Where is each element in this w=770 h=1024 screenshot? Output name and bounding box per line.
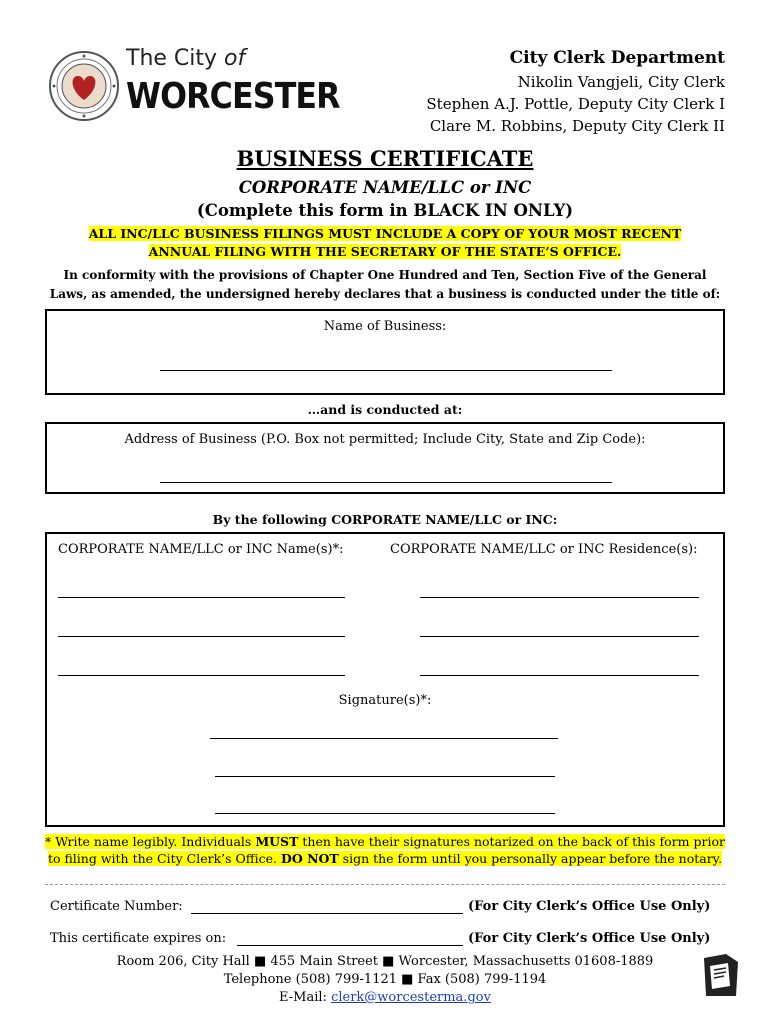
corporate-residence-field-2[interactable] [420,636,699,637]
footer-address: Room 206, City Hall ■ 455 Main Street ■ Worcester, Massachusetts 01608-1889 [116,954,654,969]
corporate-names-box [45,532,725,827]
form-title: BUSINESS CERTIFICATE [236,146,534,171]
logo-city-prefix: The City [126,46,225,71]
conformity-line-2: Laws, as amended, the undersigned hereby declares that a business is conducted under the title of: [49,287,721,301]
notice-text-2: ANNUAL FILING WITH THE SECRETARY OF THE STATE’S OFFICE. [148,244,622,259]
corporate-residence-field-3[interactable] [420,675,699,676]
office-use-note-2: (For City Clerk’s Office Use Only) [468,931,711,946]
department-title: City Clerk Department [509,48,725,68]
signature-field-3[interactable] [215,813,555,814]
note-part-2: then have their signatures notarized on the back of this form prior [298,834,725,849]
corporate-name-field-3[interactable] [58,675,345,676]
conformity-line-1: In conformity with the provisions of Chapter One Hundred and Ten, Section Five of the General [63,268,707,282]
signature-label: Signature(s)*: [338,693,432,708]
conducted-at-label: …and is conducted at: [307,402,463,417]
signature-field-2[interactable] [215,776,555,777]
document-icon [702,952,740,998]
note-part-1: * Write name legibly. Individuals [45,834,256,849]
notice-line-2 [0,244,770,259]
business-name-field[interactable] [160,370,612,371]
business-address-label: Address of Business (P.O. Box not permitted; Include City, State and Zip Code): [124,432,646,447]
note-do-not: DO NOT [280,851,339,866]
corporate-name-field-2[interactable] [58,636,345,637]
expires-field[interactable] [237,945,463,946]
official-deputy-2: Clare M. Robbins, Deputy City Clerk II [429,117,725,135]
note-must: MUST [255,834,299,849]
form-instruction: (Complete this form in BLACK IN ONLY) [196,201,574,220]
business-name-label: Name of Business: [323,319,447,334]
logo-worcester: WORCESTER [126,76,340,117]
logo-of: of [224,46,246,71]
note-line-1 [0,834,770,849]
corporate-residence-field-1[interactable] [420,597,699,598]
footer-email-label: E-Mail: [279,990,332,1005]
notice-text-1: ALL INC/LLC BUSINESS FILINGS MUST INCLUDE A COPY OF YOUR MOST RECENT [88,226,682,241]
corporate-residence-label: CORPORATE NAME/LLC or INC Residence(s): [390,542,698,557]
certificate-number-label: Certificate Number: [50,899,183,914]
corporate-name-field-1[interactable] [58,597,345,598]
expires-label: This certificate expires on: [50,931,227,946]
by-following-label: By the following CORPORATE NAME/LLC or INC: [212,512,558,527]
certificate-number-field[interactable] [191,913,463,914]
corporate-names-label: CORPORATE NAME/LLC or INC Name(s)*: [58,542,344,557]
note-part-3: to filing with the City Clerk’s Office. [47,851,281,866]
footer-email-line [0,990,770,1005]
official-city-clerk: Nikolin Vangjeli, City Clerk [517,73,725,91]
logo-city-of [126,46,245,71]
footer-phone: Telephone (508) 799-1121 ■ Fax (508) 799-1194 [223,972,547,987]
official-deputy-1: Stephen A.J. Pottle, Deputy City Clerk I [426,95,725,113]
note-line-2 [0,851,770,866]
office-use-note-1: (For City Clerk’s Office Use Only) [468,899,711,914]
footer-email-link[interactable]: clerk@worcesterma.gov [331,990,491,1005]
business-address-field[interactable] [160,482,612,483]
city-seal-logo [48,50,120,122]
note-part-4: sign the form until you personally appear before the notary. [338,851,723,866]
signature-field-1[interactable] [210,738,558,739]
notice-line-1 [0,226,770,241]
separator [45,884,725,885]
form-subtitle: CORPORATE NAME/LLC or INC [238,178,532,197]
